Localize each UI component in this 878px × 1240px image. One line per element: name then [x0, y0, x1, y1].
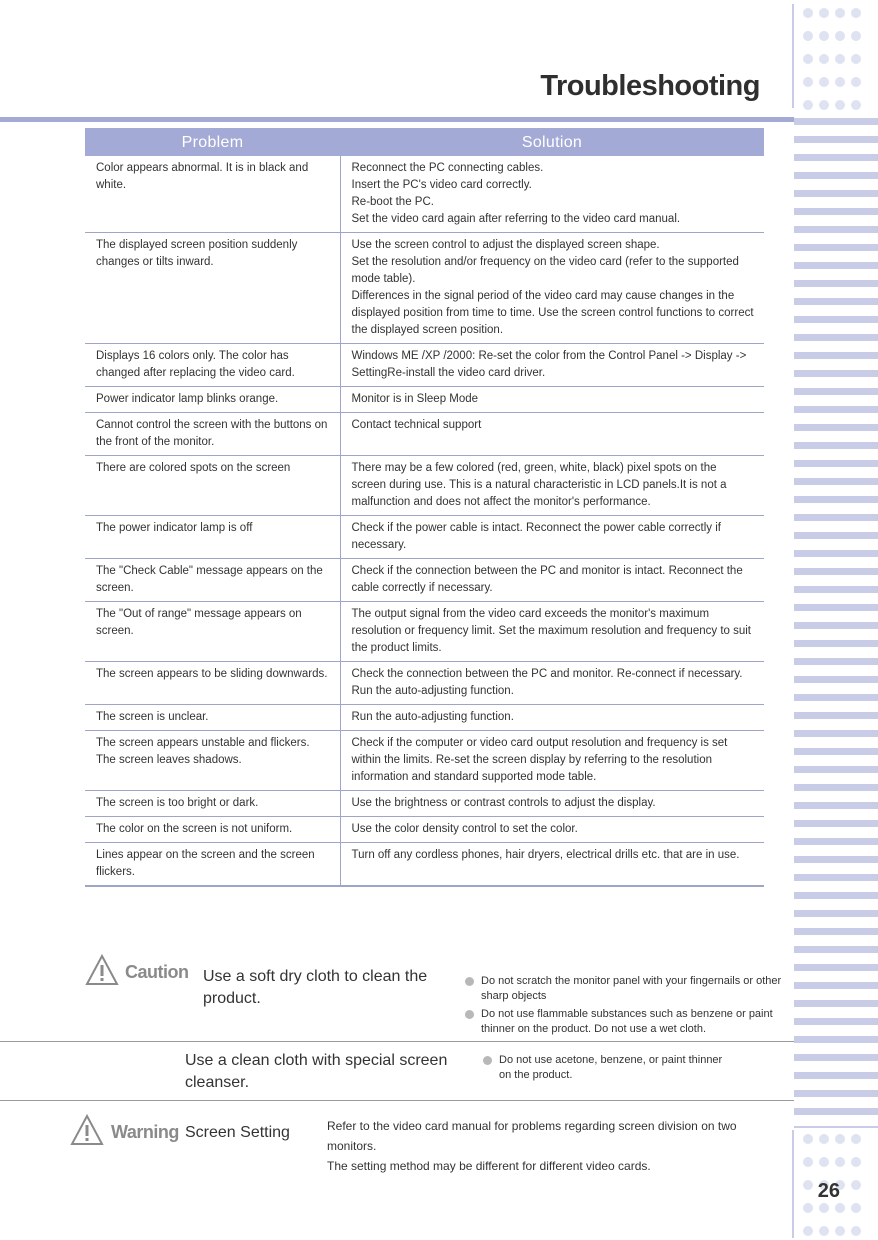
problem-cell [85, 516, 340, 559]
problem-cell [85, 456, 340, 516]
solution-text: Re-boot the PC. [351, 196, 434, 208]
solution-cell [340, 662, 764, 705]
solution-text: Set the video card again after referring to the video card manual. [351, 213, 681, 225]
problem-cell [85, 344, 340, 387]
solution-text: Run the auto-adjusting function. [351, 711, 514, 723]
problem-text: Displays 16 colors only. The color has changed after replacing the video card. [96, 350, 295, 379]
solution-cell [340, 156, 764, 233]
solution-text: Check if the computer or video card output resolution and frequency is set within the limits. Re-set the screen display by referring to the resolution information and standard supported mode table. [351, 737, 728, 783]
solution-text: Set the resolution and/or frequency on the video card (refer to the supported mode table). [351, 256, 739, 285]
section-divider [0, 1041, 794, 1042]
problem-cell [85, 662, 340, 705]
problem-cell [85, 791, 340, 817]
screen-setting-note [327, 1116, 787, 1176]
warning-label: Warning [111, 1122, 179, 1142]
problem-text: The screen is too bright or dark. [96, 797, 259, 809]
solution-cell [340, 344, 764, 387]
table-row [85, 413, 764, 456]
table-row [85, 602, 764, 662]
solution-text: Windows ME /XP /2000: Re-set the color from the Control Panel -> Display -> SettingRe-install the video card driver. [351, 350, 747, 379]
solution-text: There may be a few colored (red, green, white, black) pixel spots on the screen during use. This is a natural characteristic in LCD panels.It is not a malfunction and does not affect the monitor's performance. [351, 462, 727, 508]
side-decoration [792, 0, 878, 1240]
problem-text: Color appears abnormal. It is in black and white. [96, 162, 309, 191]
screen-setting-line: Refer to the video card manual for problems regarding screen division on two monitors. [327, 1119, 737, 1153]
problem-cell [85, 387, 340, 413]
page-title: Troubleshooting [540, 70, 760, 102]
problem-text: Cannot control the screen with the buttons on the front of the monitor. [96, 419, 328, 448]
problem-cell [85, 705, 340, 731]
problem-text: The screen is unclear. [96, 711, 209, 723]
problem-text: The color on the screen is not uniform. [96, 823, 293, 835]
solution-text: Use the screen control to adjust the displayed screen shape. [351, 239, 660, 251]
solution-text: Use the brightness or contrast controls to adjust the display. [351, 797, 656, 809]
solution-text: Differences in the signal period of the video card may cause changes in the displayed position from time to time. Use the screen control functions to correct the displayed screen position. [351, 290, 754, 336]
caution-item-1-text: Use a soft dry cloth to clean the product. [203, 968, 428, 1007]
table-header-row [85, 128, 764, 156]
table-row [85, 791, 764, 817]
solution-text: Monitor is in Sleep Mode [351, 393, 479, 405]
caution-icon [85, 954, 119, 986]
problem-text: Power indicator lamp blinks orange. [96, 393, 279, 405]
problem-cell [85, 156, 340, 233]
table-row [85, 456, 764, 516]
table-row [85, 344, 764, 387]
table-row [85, 817, 764, 843]
section-divider [0, 1100, 794, 1101]
table-row [85, 705, 764, 731]
side-divider-bottom [792, 1130, 794, 1238]
solution-text: Check if the power cable is intact. Reconnect the power cable correctly if necessary. [351, 522, 721, 551]
table-row [85, 731, 764, 791]
caution-item-1-bullets [465, 974, 785, 1040]
caution-item-2-text: Use a clean cloth with special screen cleanser. [185, 1052, 448, 1091]
solution-cell [340, 387, 764, 413]
caution-bullet: Do not use flammable substances such as benzene or paint thinner on the product. Do not use a wet cloth. [465, 1007, 785, 1037]
solution-cell [340, 791, 764, 817]
caution-label: Caution [125, 962, 189, 982]
title-rule [0, 117, 794, 122]
problem-cell [85, 602, 340, 662]
table-row [85, 387, 764, 413]
solution-text: The output signal from the video card exceeds the monitor's maximum resolution or frequency limit. Set the maximum resolution and frequency to suit the product limits. [351, 608, 751, 654]
solution-cell [340, 233, 764, 344]
table-row [85, 843, 764, 887]
problem-cell [85, 817, 340, 843]
solution-text: Turn off any cordless phones, hair dryers, electrical drills etc. that are in use. [351, 849, 740, 861]
solution-text: Check if the connection between the PC and monitor is intact. Reconnect the cable correctly if necessary. [351, 565, 743, 594]
problem-text: Lines appear on the screen and the screen flickers. [96, 849, 315, 878]
table-body [85, 156, 764, 886]
table-row [85, 662, 764, 705]
solution-cell [340, 705, 764, 731]
solution-cell [340, 456, 764, 516]
problem-cell [85, 843, 340, 887]
page-number: 26 [817, 1180, 840, 1202]
screen-setting-line: The setting method may be different for different video cards. [327, 1159, 651, 1173]
side-divider-top [792, 4, 794, 108]
caution-bullet: Do not scratch the monitor panel with your fingernails or other sharp objects [465, 974, 785, 1004]
table-row [85, 516, 764, 559]
solution-cell [340, 731, 764, 791]
solution-column-header: Solution [340, 128, 764, 156]
table-row [85, 156, 764, 233]
problem-column-header: Problem [85, 128, 340, 156]
solution-cell [340, 516, 764, 559]
solution-text: Reconnect the PC connecting cables. [351, 162, 544, 174]
solution-cell [340, 602, 764, 662]
problem-text: The screen leaves shadows. [96, 754, 242, 766]
solution-cell [340, 559, 764, 602]
problem-cell [85, 233, 340, 344]
solution-text: Check the connection between the PC and monitor. Re-connect if necessary. Run the auto-adjusting function. [351, 668, 743, 697]
caution-item-2-bullets [483, 1053, 733, 1086]
problem-text: There are colored spots on the screen [96, 462, 291, 474]
solution-cell [340, 817, 764, 843]
problem-text: The displayed screen position suddenly changes or tilts inward. [96, 239, 298, 268]
caution-bullet: Do not use acetone, benzene, or paint thinner on the product. [483, 1053, 733, 1083]
problem-cell [85, 559, 340, 602]
table-row [85, 233, 764, 344]
solution-text: Use the color density control to set the color. [351, 823, 578, 835]
problem-text: The power indicator lamp is off [96, 522, 253, 534]
solution-text: Insert the PC's video card correctly. [351, 179, 532, 191]
problem-cell [85, 413, 340, 456]
troubleshooting-table [85, 128, 764, 887]
solution-text: Contact technical support [351, 419, 482, 431]
solution-cell [340, 413, 764, 456]
problem-text: The "Out of range" message appears on screen. [96, 608, 302, 637]
warning-icon [70, 1114, 104, 1146]
stripe-pattern [794, 118, 878, 1128]
problem-text: The screen appears unstable and flickers. [96, 737, 310, 749]
problem-cell [85, 731, 340, 791]
solution-cell [340, 843, 764, 887]
table-row [85, 559, 764, 602]
problem-text: The screen appears to be sliding downwards. [96, 668, 328, 680]
screen-setting-title: Screen Setting [185, 1124, 290, 1141]
problem-text: The "Check Cable" message appears on the screen. [96, 565, 323, 594]
